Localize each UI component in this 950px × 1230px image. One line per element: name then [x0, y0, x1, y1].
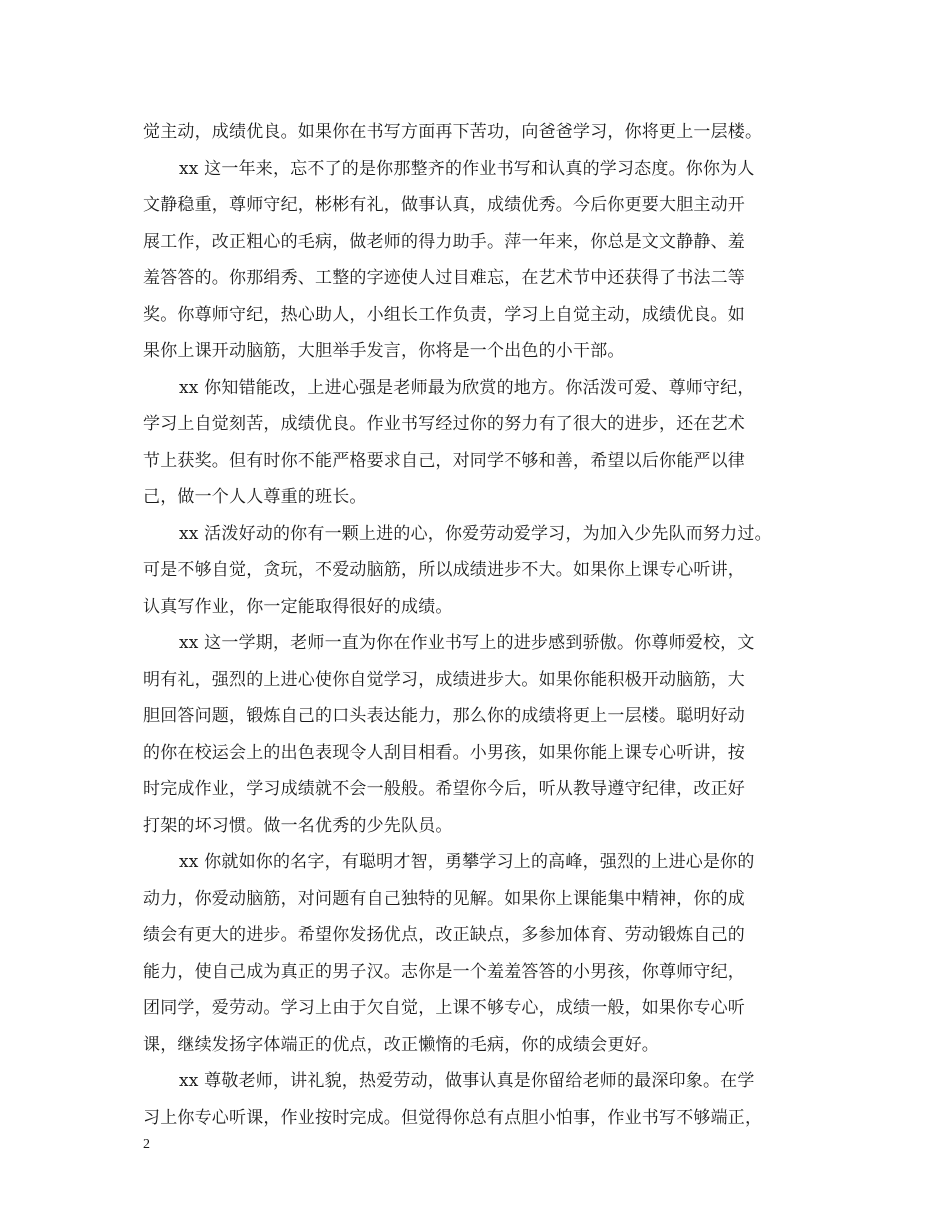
document-body [143, 114, 823, 1136]
paragraph [143, 114, 823, 151]
text-line: 羞答答的。你那绢秀、工整的字迹使人过目难忘，在艺术节中还获得了书法二等 [143, 268, 745, 288]
text-line: 文静稳重，尊师守纪，彬彬有礼，做事认真，成绩优秀。今后你更要大胆主动开 [143, 195, 745, 215]
text-line: 可是不够自觉，贪玩，不爱动脑筋，所以成绩进步不大。如果你上课专心听讲， [143, 560, 745, 580]
text-line: xx 你就如你的名字，有聪明才智，勇攀学习上的高峰，强烈的上进心是你的 [179, 852, 755, 872]
paragraph [143, 370, 823, 516]
text-line: xx 你知错能改，上进心强是老师最为欣赏的地方。你活泼可爱、尊师守纪， [179, 377, 755, 398]
text-line: 绩会有更大的进步。希望你发扬优点，改正缺点，多参加体育、劳动锻炼自己的 [143, 925, 745, 945]
text-line: 己，做一个人人尊重的班长。 [143, 487, 367, 507]
page-number: 2 [143, 1137, 150, 1152]
text-line: 的你在校运会上的出色表现令人刮目相看。小男孩，如果你能上课专心听讲，按 [143, 742, 745, 763]
text-line: 认真写作业，你一定能取得很好的成绩。 [143, 596, 453, 617]
paragraph [143, 151, 823, 370]
text-line: xx 这一年来，忘不了的是你那整齐的作业书写和认真的学习态度。你你为人 [179, 158, 755, 179]
text-line: 能力，使自己成为真正的男子汉。志你是一个羞羞答答的小男孩，你尊师守纪， [143, 961, 745, 982]
text-line: 学习上自觉刻苦，成绩优良。作业书写经过你的努力有了很大的进步，还在艺术 [143, 414, 745, 434]
text-line: 课，继续发扬字体端正的优点，改正懒惰的毛病，你的成绩会更好。 [143, 1034, 659, 1055]
text-line: 觉主动，成绩优良。如果你在书写方面再下苦功，向爸爸学习，你将更上一层楼。 [143, 122, 763, 142]
text-line: 胆回答问题，锻炼自己的口头表达能力，那么你的成绩将更上一层楼。聪明好动 [143, 706, 745, 726]
text-line: 展工作，改正粗心的毛病，做老师的得力助手。萍一年来，你总是文文静静、羞 [143, 231, 745, 252]
text-line: 动力，你爱动脑筋，对问题有自己独特的见解。如果你上课能集中精神，你的成 [143, 888, 745, 909]
paragraph [143, 516, 823, 626]
text-line: 奖。你尊师守纪，热心助人，小组长工作负责，学习上自觉主动，成绩优良。如 [143, 304, 745, 325]
text-line: 明有礼，强烈的上进心使你自觉学习，成绩进步大。如果你能积极开动脑筋，大 [143, 669, 745, 690]
text-line: 打架的坏习惯。做一名优秀的少先队员。 [143, 815, 453, 836]
text-line: 节上获奖。但有时你不能严格要求自己，对同学不够和善，希望以后你能严以律 [143, 450, 745, 471]
text-line: 团同学，爱劳动。学习上由于欠自觉，上课不够专心，成绩一般，如果你专心听 [143, 998, 745, 1018]
text-line: xx 这一学期，老师一直为你在作业书写上的进步感到骄傲。你尊师爱校，文 [179, 633, 755, 653]
paragraph [143, 625, 823, 844]
text-line: 时完成作业，学习成绩就不会一般般。希望你今后，听从教导遵守纪律，改正好 [143, 779, 745, 799]
paragraph [143, 844, 823, 1063]
text-line: 果你上课开动脑筋，大胆举手发言，你将是一个出色的小干部。 [143, 341, 625, 361]
text-line: xx 尊敬老师，讲礼貌，热爱劳动，做事认真是你留给老师的最深印象。在学 [179, 1071, 755, 1091]
text-line: 习上你专心听课，作业按时完成。但觉得你总有点胆小怕事，作业书写不够端正， [143, 1107, 763, 1128]
text-line: xx 活泼好动的你有一颗上进的心，你爱劳动爱学习，为加入少先队而努力过。 [179, 523, 772, 544]
paragraph [143, 1063, 823, 1136]
